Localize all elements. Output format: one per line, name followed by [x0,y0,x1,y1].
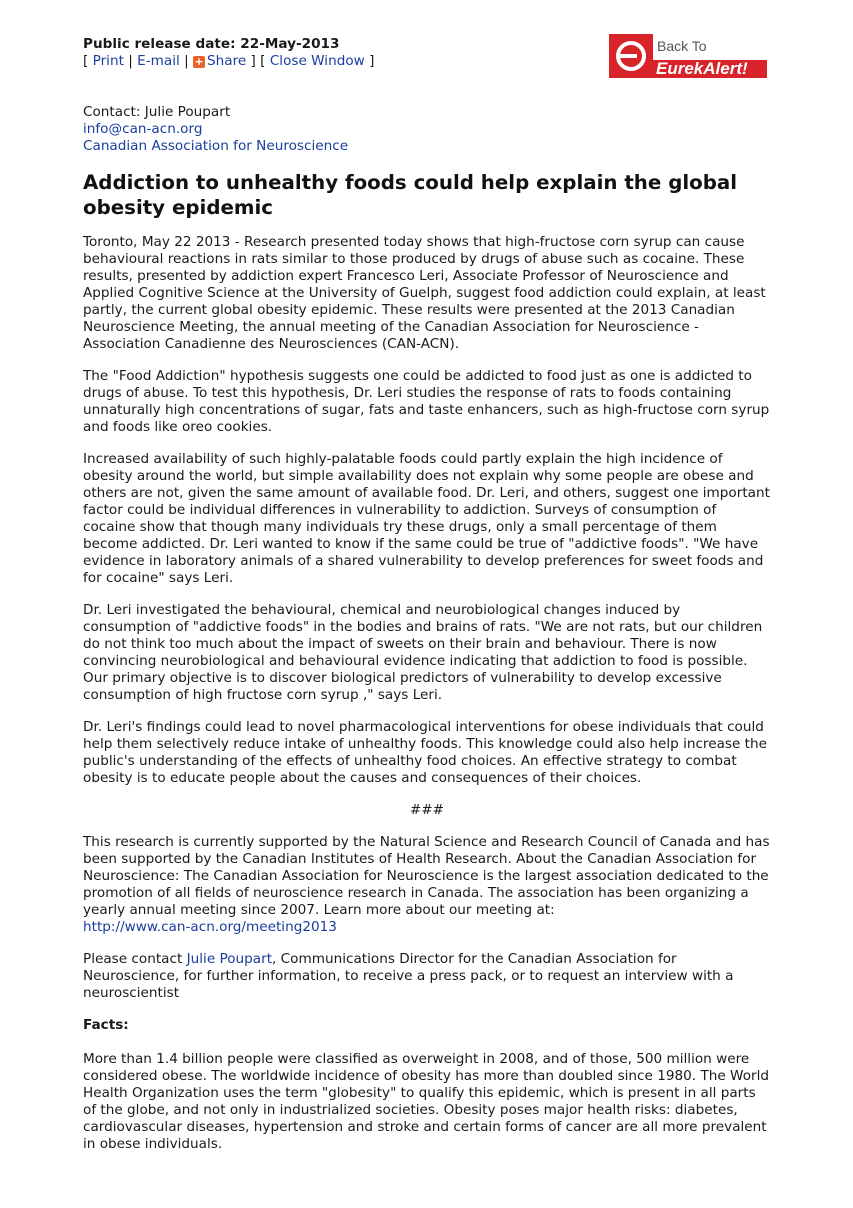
share-icon: + [194,55,204,68]
separator: | [123,53,138,69]
separator: ] [ [246,53,270,69]
logo-e-bar [619,54,637,58]
contact-name: Contact: Julie Poupart [83,104,231,120]
page-content [83,36,771,1168]
contact-block [83,104,771,155]
julie-poupart-link[interactable]: Julie Poupart [186,951,273,967]
print-link[interactable]: Print [92,53,124,69]
article-title: Addiction to unhealthy foods could help explain the global obesity epidemic [83,171,738,219]
article-paragraph: Toronto, May 22 2013 - Research presented today shows that high-fructose corn syrup can cause behavioural reactions in rats similar to those produced by drugs of abuse such as cocaine. These results, presented by addiction expert Francesco Leri, Associate Professor of Neuroscience and Applied Cognitive Science at the University of Guelph, suggest food addiction could explain, at least partly, the current global obesity epidemic. These results were presented at the 2013 Canadian Neuroscience Meeting, the annual meeting of the Canadian Association for Neuroscience - Association Canadienne des Neurosciences (CAN-ACN). [83,234,766,352]
section-separator: ### [409,802,445,818]
article-paragraph: The "Food Addiction" hypothesis suggests one could be addicted to food just as one is addicted to drugs of abuse. To test this hypothesis, Dr. Leri studies the response of rats to foods containing unnaturally high concentrations of sugar, fats and taste enhancers, such as high-fructose corn syrup and foods like oreo cookies. [83,368,770,435]
separator: | [179,53,193,69]
share-link[interactable] [193,53,246,69]
eurekalert-logo[interactable] [609,34,767,78]
article-paragraph [83,834,771,936]
share-label: Share [207,53,247,69]
facts-paragraph: More than 1.4 billion people were classified as overweight in 2008, and of those, 500 million were considered obese. The worldwide incidence of obesity has more than doubled since 1980. The World Health Organization uses the term "globesity" to qualify this epidemic, which is present in all parts of the globe, and not only in industrialized societies. Obesity poses major health risks: diabetes, cardiovascular diseases, hypertension and stroke and certain forms of cancer are all more prevalent in obese individuals. [83,1051,769,1152]
logo-bottom-text: EurekAlert! [656,59,748,78]
bracket-close: ] [364,53,375,69]
article-paragraph: Dr. Leri's findings could lead to novel pharmacological interventions for obese individuals that could help them selectively reduce intake of unhealthy foods. This knowledge could also help increase the public's understanding of the effects of unhealthy food choices. An effective strategy to combat obesity is to educate people about the causes and consequences of their choices. [83,719,767,786]
contact-text-pre: Please contact [83,951,187,967]
article-paragraph: Increased availability of such highly-palatable foods could partly explain the high incidence of obesity around the world, but simple availability does not explain why some people are obese and others are not, given the same amount of available food. Dr. Leri, and others, suggest one important factor could be individual differences in vulnerability to addiction. Surveys of consumption of cocaine show that though many individuals try these drugs, only a small percentage of them become addicted. Dr. Leri wanted to know if the same could be true of "addictive foods". "We have evidence in laboratory animals of a shared vulnerability to develop preferences for sweet foods and for cocaine" says Leri. [83,451,770,586]
meeting-link[interactable]: http://www.can-acn.org/meeting2013 [83,919,337,935]
contact-org-link[interactable]: Canadian Association for Neuroscience [83,138,349,154]
funding-text: This research is currently supported by the Natural Science and Research Council of Canada and has been supported by the Canadian Institutes of Health Research. About the Canadian Association for Neuroscience: The Canadian Association for Neuroscience is the largest association dedicated to the promotion of all fields of neuroscience research in Canada. The association has been organizing a yearly annual meeting since 2007. Learn more about our meeting at: [83,834,770,918]
bracket-open: [ [83,53,93,69]
email-link[interactable]: E-mail [137,53,180,69]
article-paragraph: Dr. Leri investigated the behavioural, chemical and neurobiological changes induced by consumption of "addictive foods" in the bodies and brains of rats. "We are not rats, but our children do not think too much about the impact of sweets on their brain and behaviour. There is now convincing neurobiological and behavioural evidence indicating that addiction to food is possible. Our primary objective is to discover biological predictors of vulnerability to develop excessive consumption of high fructose corn syrup ," says Leri. [83,602,763,703]
eurekalert-logo-graphic [609,34,767,78]
release-date: Public release date: 22-May-2013 [83,36,340,52]
article-paragraph [83,951,771,1002]
close-window-link[interactable]: Close Window [269,53,365,69]
logo-top-text: Back To [657,38,707,54]
contact-text-post: , Communications Director for the Canadian Association for Neuroscience, for further information, to receive a press pack, or to request an interview with a neuroscientist [83,951,734,1001]
contact-email-link[interactable]: info@can-acn.org [83,121,203,137]
facts-heading: Facts: [83,1017,129,1033]
